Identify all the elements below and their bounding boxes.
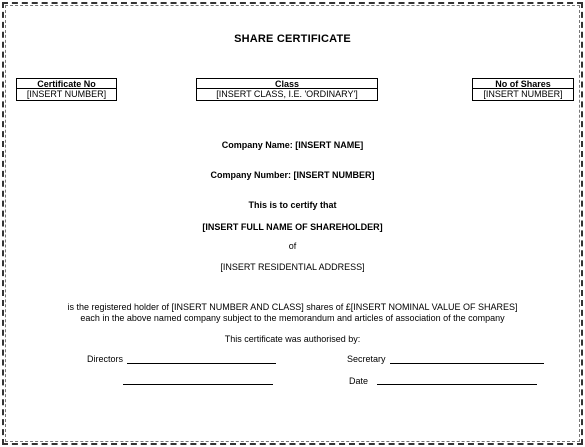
company-name[interactable]: Company Name: [INSERT NAME] [221, 140, 364, 150]
holder-statement-line-1: is the registered holder of [INSERT NUMBER AND CLASS] shares of £[INSERT NOMINAL VALUE OF SHARES] [67, 302, 518, 312]
date-label: Date [349, 376, 369, 386]
certificate-number-label: Certificate No [17, 79, 116, 89]
directors-label: Directors [87, 354, 124, 364]
share-class-box [196, 78, 378, 101]
number-of-shares-box [472, 78, 574, 101]
secretary-signature-line[interactable] [390, 363, 544, 364]
secretary-label: Secretary [347, 354, 386, 364]
share-class-value[interactable]: [INSERT CLASS, I.E. 'ORDINARY'] [216, 89, 358, 99]
certificate-page [2, 2, 583, 445]
certify-intro: This is to certify that [248, 200, 337, 210]
shareholder-name[interactable]: [INSERT FULL NAME OF SHAREHOLDER] [202, 222, 383, 232]
holder-statement-line-2: each in the above named company subject to the memorandum and articles of association of the company [80, 313, 505, 323]
residential-address[interactable]: [INSERT RESIDENTIAL ADDRESS] [220, 262, 365, 272]
of-text: of [288, 241, 297, 251]
certificate-number-value[interactable]: [INSERT NUMBER] [26, 89, 107, 99]
share-class-label: Class [197, 79, 377, 89]
company-number[interactable]: Company Number: [INSERT NUMBER] [210, 170, 375, 180]
certificate-title: SHARE CERTIFICATE [234, 33, 351, 45]
authorised-by-text: This certificate was authorised by: [224, 334, 361, 344]
director-signature-line-1[interactable] [127, 363, 276, 364]
director-signature-line-2[interactable] [123, 384, 273, 385]
certificate-number-box [16, 78, 117, 101]
number-of-shares-label: No of Shares [473, 79, 573, 89]
date-line[interactable] [377, 384, 537, 385]
number-of-shares-value[interactable]: [INSERT NUMBER] [483, 89, 563, 99]
